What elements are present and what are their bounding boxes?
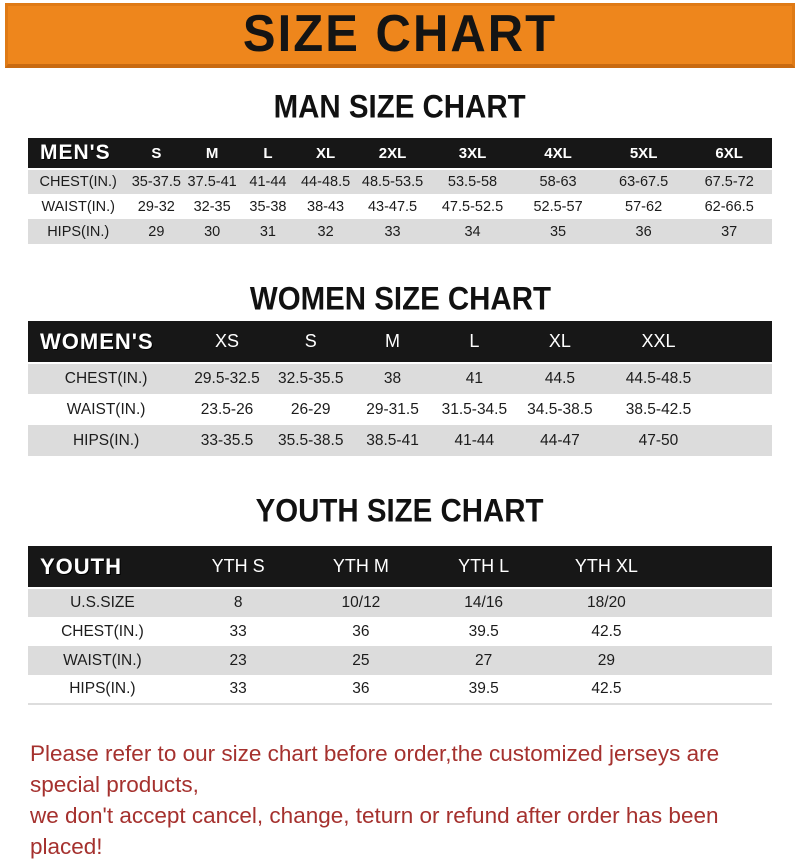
youth-section-title — [0, 491, 800, 530]
size-cell: 47.5-52.5 — [441, 198, 504, 215]
size-cell: 44.5 — [515, 363, 604, 394]
size-cell: 57-62 — [625, 198, 663, 215]
youth-column-header: YTH S — [211, 556, 265, 576]
size-cell: 39.5 — [468, 622, 499, 640]
size-cell: 29 — [597, 651, 616, 669]
men-waist-row — [28, 194, 772, 219]
size-cell: 43-47.5 — [367, 198, 418, 215]
men-column-header: 2XL — [378, 144, 407, 162]
women-column-header: L — [469, 331, 480, 351]
women-column-header: XL — [548, 331, 571, 351]
youth-hips-row — [28, 675, 772, 704]
size-cell: 44-48.5 — [296, 169, 356, 194]
size-cell: 44.5-48.5 — [605, 363, 713, 394]
disclaimer-note — [30, 738, 770, 862]
size-cell: 29-32 — [137, 198, 175, 215]
size-cell: 29-31.5 — [366, 400, 419, 418]
women-column-header: XS — [215, 331, 240, 351]
women-column-header: XXL — [641, 331, 676, 351]
size-cell: 26-29 — [290, 400, 331, 418]
size-cell: 41-44 — [240, 169, 296, 194]
women-chest-row — [28, 363, 772, 394]
size-cell: 14/16 — [422, 588, 545, 617]
size-cell: 48.5-53.5 — [355, 169, 429, 194]
women-table-header-row — [28, 321, 772, 363]
banner — [5, 3, 795, 68]
filler-cell — [668, 617, 772, 646]
women-hips-row — [28, 425, 772, 456]
size-cell: 34.5-38.5 — [527, 400, 593, 418]
women-column-header: S — [304, 331, 317, 351]
size-cell: 32 — [317, 223, 334, 240]
women-section-title — [0, 279, 800, 318]
size-cell: 33 — [384, 223, 401, 240]
youth-column-header: YTH XL — [574, 556, 638, 576]
size-cell: 10/12 — [300, 588, 423, 617]
size-cell: 37 — [721, 223, 738, 240]
banner-title: SIZE CHART — [242, 5, 558, 64]
filler-cell — [712, 321, 772, 363]
youth-column-header: YTH L — [458, 556, 510, 576]
size-cell: 47-50 — [638, 431, 679, 449]
men-table-header-row — [28, 138, 772, 169]
men-hips-row — [28, 219, 772, 244]
row-label: HIPS(IN.) — [72, 431, 140, 449]
women-table-group-label: WOMEN'S — [40, 328, 154, 354]
filler-cell — [668, 588, 772, 617]
men-section-title-text: MAN SIZE CHART — [274, 87, 526, 126]
size-cell: 62-66.5 — [704, 198, 754, 215]
men-column-header: 3XL — [458, 144, 487, 162]
size-cell: 36 — [635, 223, 652, 240]
size-cell: 44-47 — [540, 431, 580, 449]
size-cell: 38.5-41 — [366, 431, 419, 449]
filler-cell — [668, 675, 772, 704]
women-waist-row — [28, 394, 772, 425]
size-cell: 36 — [300, 675, 423, 704]
men-column-header: 6XL — [715, 144, 743, 162]
youth-section-title-text: YOUTH SIZE CHART — [256, 491, 544, 530]
row-label: HIPS(IN.) — [28, 675, 177, 704]
size-cell: 58-63 — [515, 169, 601, 194]
size-cell: 35.5-38.5 — [277, 431, 344, 449]
youth-table-header-row — [28, 546, 772, 588]
row-label: CHEST(IN.) — [61, 622, 144, 640]
filler-cell — [712, 425, 772, 456]
size-cell: 41 — [433, 363, 515, 394]
men-column-header: L — [263, 144, 273, 162]
size-cell: 38-43 — [307, 198, 345, 215]
men-column-header: 5XL — [629, 144, 658, 162]
size-cell: 32.5-35.5 — [270, 363, 352, 394]
men-section-title — [0, 87, 800, 126]
row-label: WAIST(IN.) — [66, 400, 146, 418]
men-column-header: M — [205, 144, 219, 162]
youth-column-header: YTH M — [332, 556, 389, 576]
size-cell: 33 — [177, 675, 300, 704]
row-label: HIPS(IN.) — [47, 223, 110, 240]
youth-waist-row — [28, 646, 772, 675]
size-cell: 35-37.5 — [128, 169, 184, 194]
size-cell: 18/20 — [545, 588, 668, 617]
size-cell: 33-35.5 — [200, 431, 254, 449]
filler-cell — [712, 394, 772, 425]
size-cell: 35 — [549, 223, 567, 240]
size-cell: 33 — [229, 622, 247, 640]
size-cell: 23.5-26 — [200, 400, 254, 418]
row-label: WAIST(IN.) — [63, 651, 142, 669]
size-cell: 39.5 — [422, 675, 545, 704]
size-cell: 42.5 — [545, 675, 668, 704]
size-chart-page — [0, 3, 800, 859]
men-size-table — [28, 138, 772, 244]
size-cell: 23 — [229, 651, 247, 669]
youth-ussize-row — [28, 588, 772, 617]
size-cell: 63-67.5 — [601, 169, 687, 194]
size-cell: 38 — [352, 363, 434, 394]
size-cell: 41-44 — [454, 431, 495, 449]
row-label: WAIST(IN.) — [41, 198, 115, 215]
size-cell: 34 — [464, 223, 481, 240]
size-cell: 37.5-41 — [184, 169, 240, 194]
women-column-header: M — [385, 331, 401, 351]
size-cell: 29 — [148, 223, 165, 240]
filler-cell — [712, 363, 772, 394]
size-cell: 31.5-34.5 — [441, 400, 508, 418]
men-column-header: S — [151, 144, 162, 162]
row-label: U.S.SIZE — [28, 588, 177, 617]
size-cell: 30 — [204, 223, 221, 240]
men-table-group-label: MEN'S — [40, 141, 111, 164]
row-label: CHEST(IN.) — [28, 363, 184, 394]
youth-chest-row — [28, 617, 772, 646]
men-chest-row — [28, 169, 772, 194]
size-cell: 35-38 — [249, 198, 287, 215]
filler-cell — [668, 646, 772, 675]
size-cell: 27 — [475, 651, 493, 669]
size-cell: 32-35 — [193, 198, 231, 215]
disclaimer-line-2: we don't accept cancel, change, teturn or refund after order has been placed! — [30, 803, 719, 859]
size-cell: 52.5-57 — [533, 198, 583, 215]
size-cell: 31 — [259, 223, 276, 240]
size-cell: 29.5-32.5 — [184, 363, 270, 394]
youth-size-table — [28, 546, 772, 705]
size-cell: 38.5-42.5 — [625, 400, 692, 418]
size-cell: 42.5 — [591, 622, 622, 640]
row-label: CHEST(IN.) — [28, 169, 128, 194]
size-cell: 25 — [352, 651, 370, 669]
women-section-title-text: WOMEN SIZE CHART — [249, 279, 551, 318]
disclaimer-line-1: Please refer to our size chart before order,the customized jerseys are special products, — [30, 741, 720, 797]
youth-table-group-label: YOUTH — [40, 553, 122, 579]
men-column-header: 4XL — [544, 144, 572, 162]
size-cell: 53.5-58 — [430, 169, 516, 194]
filler-cell — [668, 546, 772, 588]
men-column-header: XL — [316, 144, 336, 162]
size-cell: 8 — [177, 588, 300, 617]
size-cell: 36 — [352, 622, 370, 640]
women-size-table — [28, 321, 772, 456]
size-cell: 67.5-72 — [686, 169, 772, 194]
